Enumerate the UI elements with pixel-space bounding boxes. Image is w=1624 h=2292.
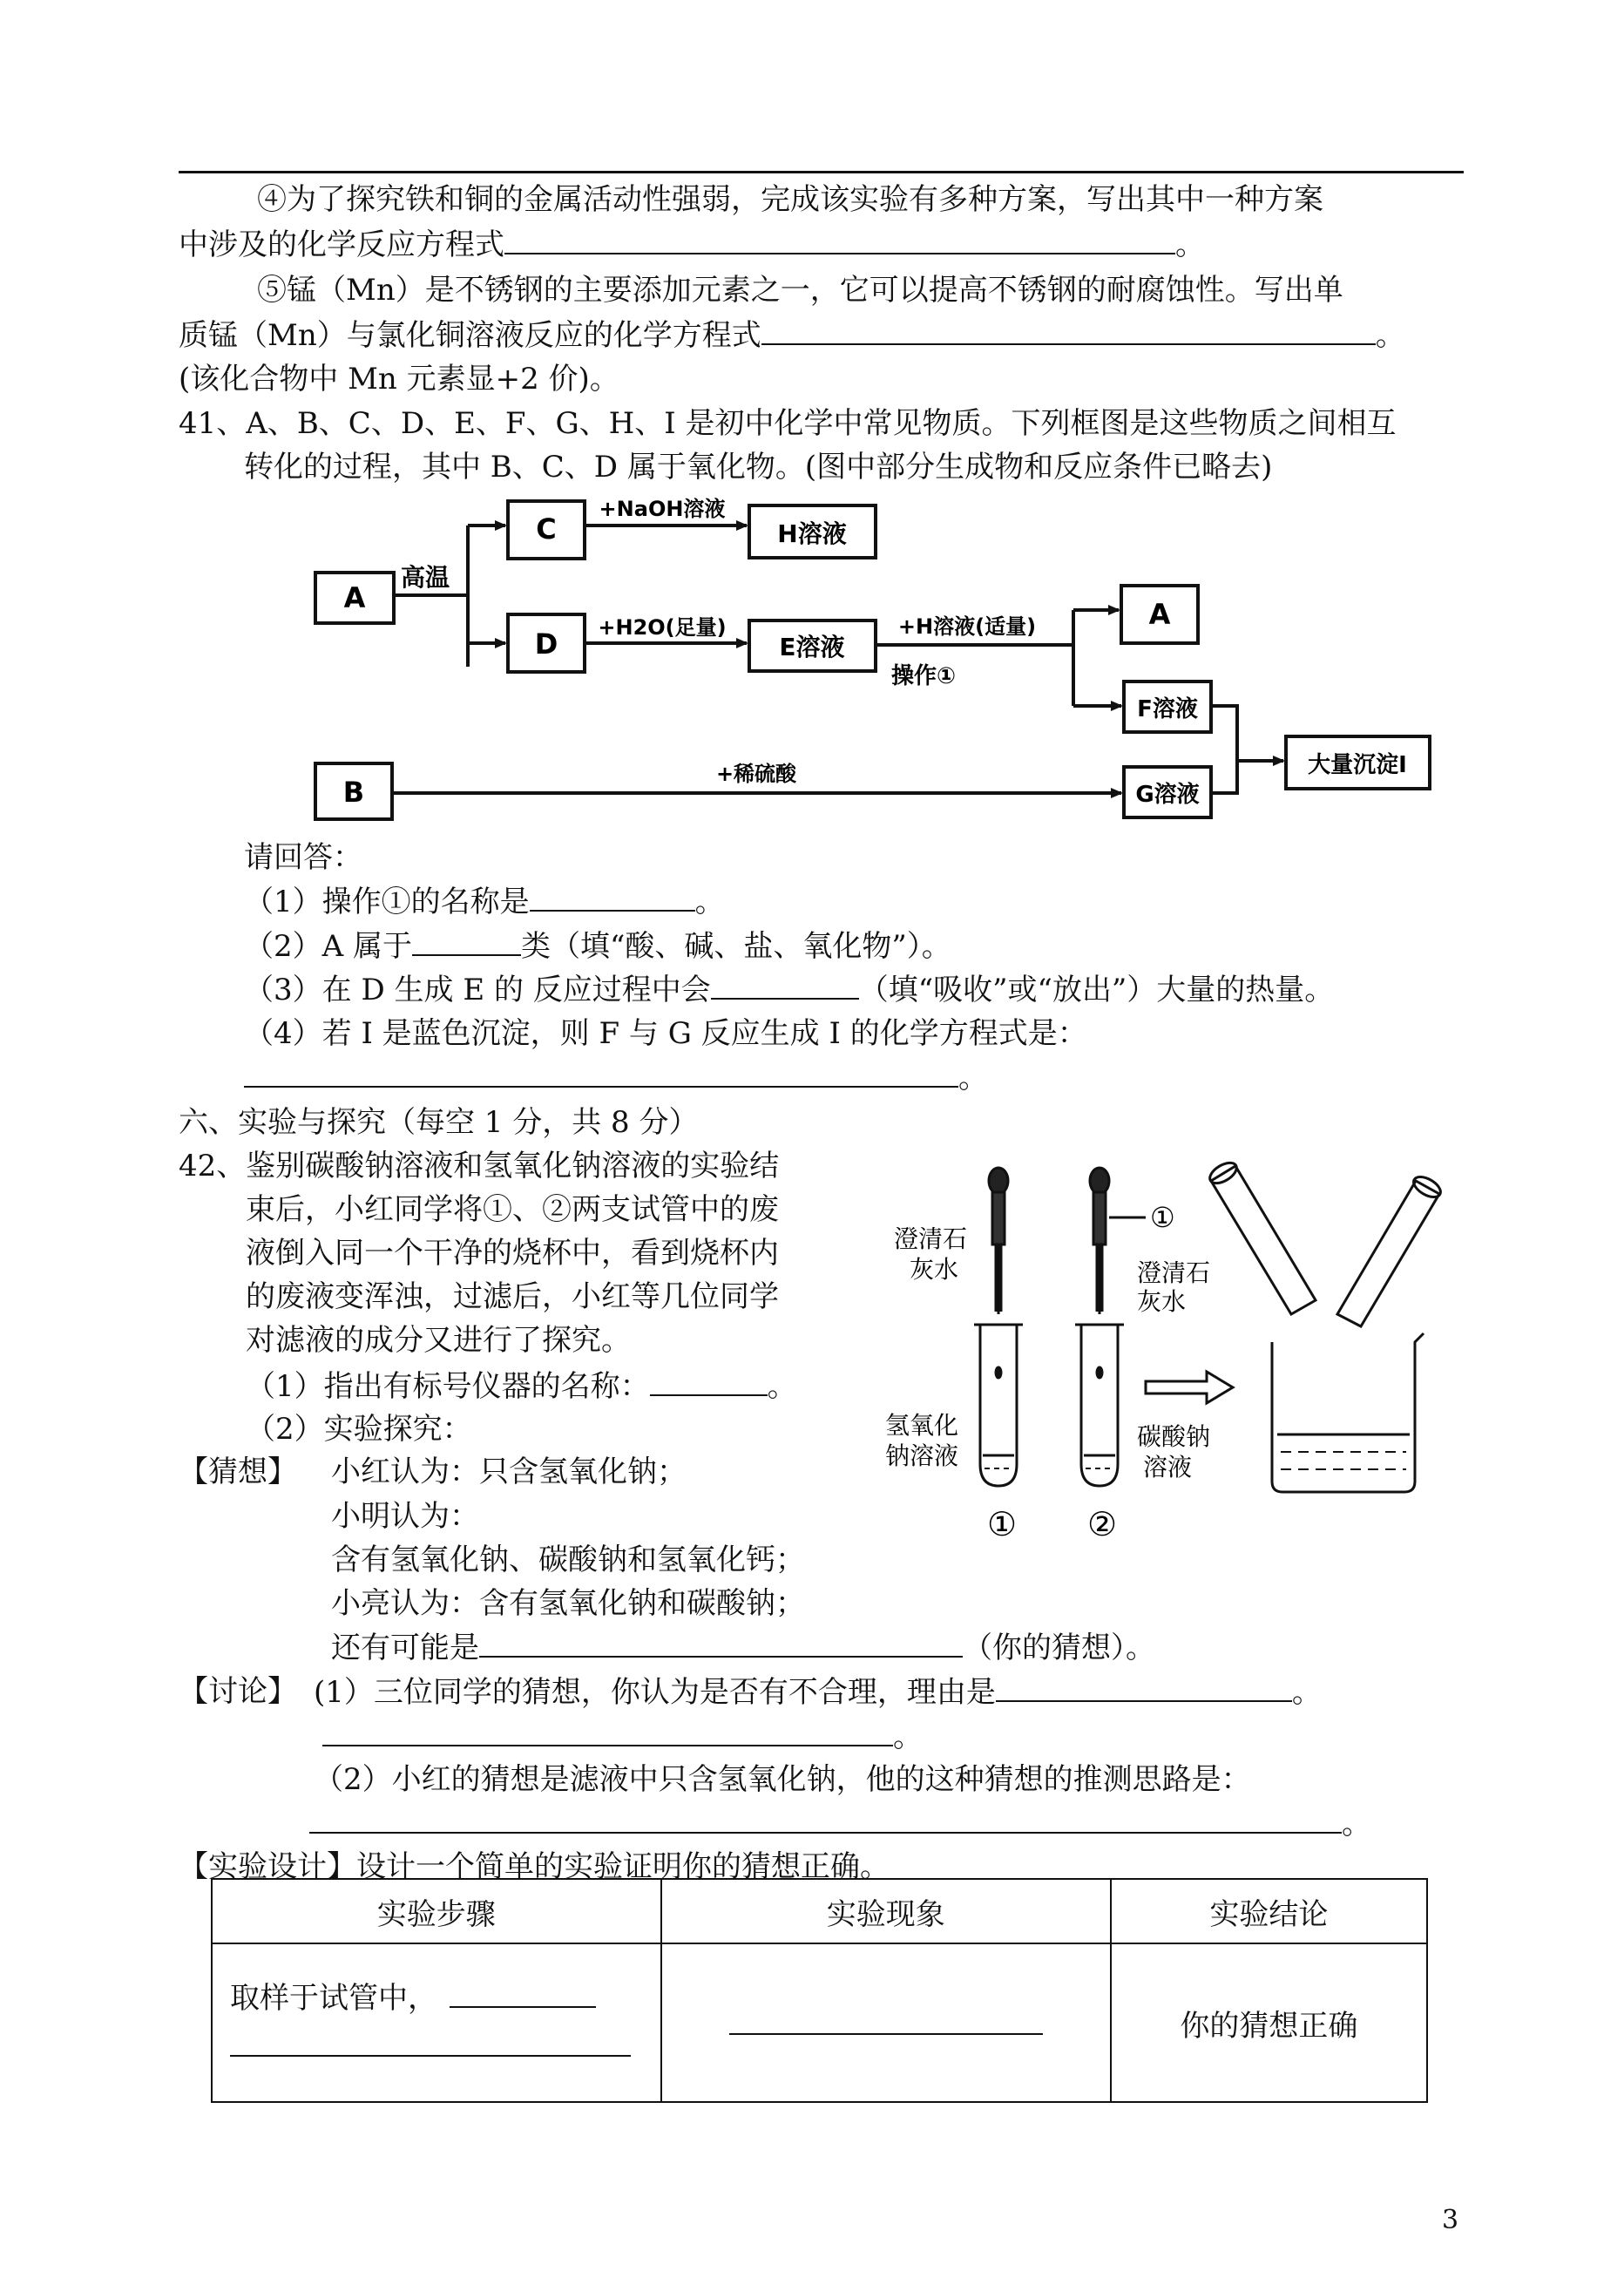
box-a-label: A [343, 581, 366, 614]
discussion-2: （2）小红的猜想是滤液中只含氢氧化钠，他的这种猜想的推测思路是： [314, 1762, 1251, 1797]
q42-line4: 的废液变浑浊，过滤后，小红等几位同学 [246, 1279, 779, 1314]
answer-blank[interactable] [729, 2004, 1043, 2035]
answer-blank[interactable] [322, 1715, 893, 1746]
q40-part5-line1: ⑤锰（Mn）是不锈钢的主要添加元素之一，它可以提高不锈钢的耐腐蚀性。写出单 [257, 273, 1343, 308]
box-h-label: H溶液 [777, 519, 847, 548]
experiment-table [211, 1878, 1428, 2103]
q41-sub4-answer: 。 [244, 1056, 988, 1099]
guess-yours: 还有可能是 （你的猜想）。 [331, 1626, 1155, 1669]
guess-xiaoliang: 小亮认为：含有氢氧化钠和碳酸钠； [331, 1586, 805, 1621]
q42-sub2: （2）实验探究： [246, 1412, 472, 1447]
q41-text-line1: 41、A、B、C、D、E、F、G、H、I 是初中化学中常见物质。下列框图是这些物质之间相互 [179, 406, 1397, 441]
answer-blank[interactable] [230, 2025, 631, 2057]
box-e-label: E溶液 [779, 633, 845, 661]
box-b-label: B [342, 776, 365, 809]
limewater-right-2: 灰水 [1137, 1287, 1187, 1316]
q41-sub4: （4）若 I 是蓝色沉淀，则 F 与 G 反应生成 I 的化学方程式是： [244, 1016, 1087, 1051]
na2co3-label-2: 溶液 [1143, 1453, 1193, 1482]
q42-line1: 42、鉴别碳酸钠溶液和氢氧化钠溶液的实验结 [179, 1149, 780, 1183]
q42-line2: 束后，小红同学将①、②两支试管中的废 [246, 1192, 779, 1227]
q41-sub2: （2）A 属于 类（填“酸、碱、盐、氧化物”）。 [244, 925, 951, 967]
q41-sub3: （3）在 D 生成 E 的 反应过程中会 （填“吸收”或“放出”）大量的热量。 [244, 968, 1334, 1011]
naoh-label-1: 氢氧化 [884, 1411, 958, 1440]
limewater-right-1: 澄清石 [1137, 1258, 1211, 1287]
experiment-design-title: 【实验设计】设计一个简单的实验证明你的猜想正确。 [179, 1849, 890, 1884]
q41-text-line2: 转化的过程，其中 B、C、D 属于氧化物。(图中部分生成物和反应条件已略去) [244, 450, 1273, 485]
answer-blank[interactable] [996, 1671, 1292, 1702]
cond-h2o: +H2O(足量) [598, 615, 727, 640]
box-f-label: F溶液 [1137, 696, 1198, 722]
cond-operation-1: 操作① [890, 663, 957, 689]
q40-part5-line2: 质锰（Mn）与氯化铜溶液反应的化学方程式 。 [179, 314, 1405, 356]
page-number: 3 [1442, 2205, 1459, 2235]
section-6-title: 六、实验与探究（每空 1 分，共 8 分） [179, 1105, 699, 1140]
na2co3-label-1: 碳酸钠 [1137, 1422, 1211, 1451]
guess-xiaoming-content: 含有氢氧化钠、碳酸钠和氢氧化钙； [331, 1543, 805, 1577]
cond-naoh: +NaOH溶液 [599, 497, 726, 521]
q42-sub1: （1）指出有标号仪器的名称： 。 [246, 1365, 797, 1407]
box-g-label: G溶液 [1135, 782, 1200, 808]
q42-line5: 对滤液的成分又进行了探究。 [246, 1323, 631, 1358]
q40-part4-line1: ④为了探究铁和铜的金属活动性强弱，完成该实验有多种方案，写出其中一种方案 [257, 182, 1323, 217]
discussion-1-continued: 。 [322, 1715, 923, 1758]
header-phenomena: 实验现象 [661, 1879, 1111, 1943]
tube-1-label: ① [986, 1505, 1018, 1543]
discussion-1: (1）三位同学的猜想，你认为是否有不合理，理由是 。 [314, 1671, 1322, 1713]
cond-high-temp: 高温 [400, 563, 450, 592]
guess-tag: 【猜想】 [179, 1455, 297, 1489]
ask-label: 请回答： [244, 840, 362, 875]
cell-conclusion: 你的猜想正确 [1111, 1943, 1427, 2102]
q40-part4-line2: 中涉及的化学反应方程式 。 [179, 223, 1205, 266]
guess-xiaoming: 小明认为： [331, 1499, 479, 1534]
cond-dilute-acid: +稀硫酸 [715, 762, 797, 786]
q40-part5-note: (该化合物中 Mn 元素显+2 价)。 [179, 362, 619, 397]
header-conclusion: 实验结论 [1111, 1879, 1427, 1943]
cell-step [212, 1943, 661, 2102]
guess-xiaohong: 小红认为：只含氢氧化钠； [331, 1455, 687, 1489]
box-c-label: C [536, 512, 557, 546]
q41-sub1: （1）操作①的名称是 。 [244, 880, 725, 923]
discussion-2-answer: 。 [309, 1802, 1371, 1845]
box-d-label: D [534, 627, 558, 661]
cond-h-solution: +H溶液(适量) [897, 614, 1037, 639]
box-a-product-label: A [1148, 598, 1171, 631]
naoh-label-2: 钠溶液 [884, 1441, 958, 1470]
tube-2-label: ② [1086, 1505, 1118, 1543]
answer-blank[interactable] [450, 1977, 596, 2008]
cell-phenomenon [661, 1943, 1111, 2102]
discussion-tag: 【讨论】 [179, 1674, 297, 1709]
q42-line3: 液倒入同一个干净的烧杯中，看到烧杯内 [246, 1236, 779, 1271]
label-1: ① [1150, 1201, 1175, 1234]
header-steps: 实验步骤 [212, 1879, 661, 1943]
limewater-left-1: 澄清石 [893, 1224, 967, 1253]
step-text: 取样于试管中， [230, 1981, 437, 2016]
answer-blank[interactable] [309, 1802, 1342, 1834]
limewater-left-2: 灰水 [909, 1255, 958, 1284]
box-i-label: 大量沉淀I [1308, 752, 1407, 778]
